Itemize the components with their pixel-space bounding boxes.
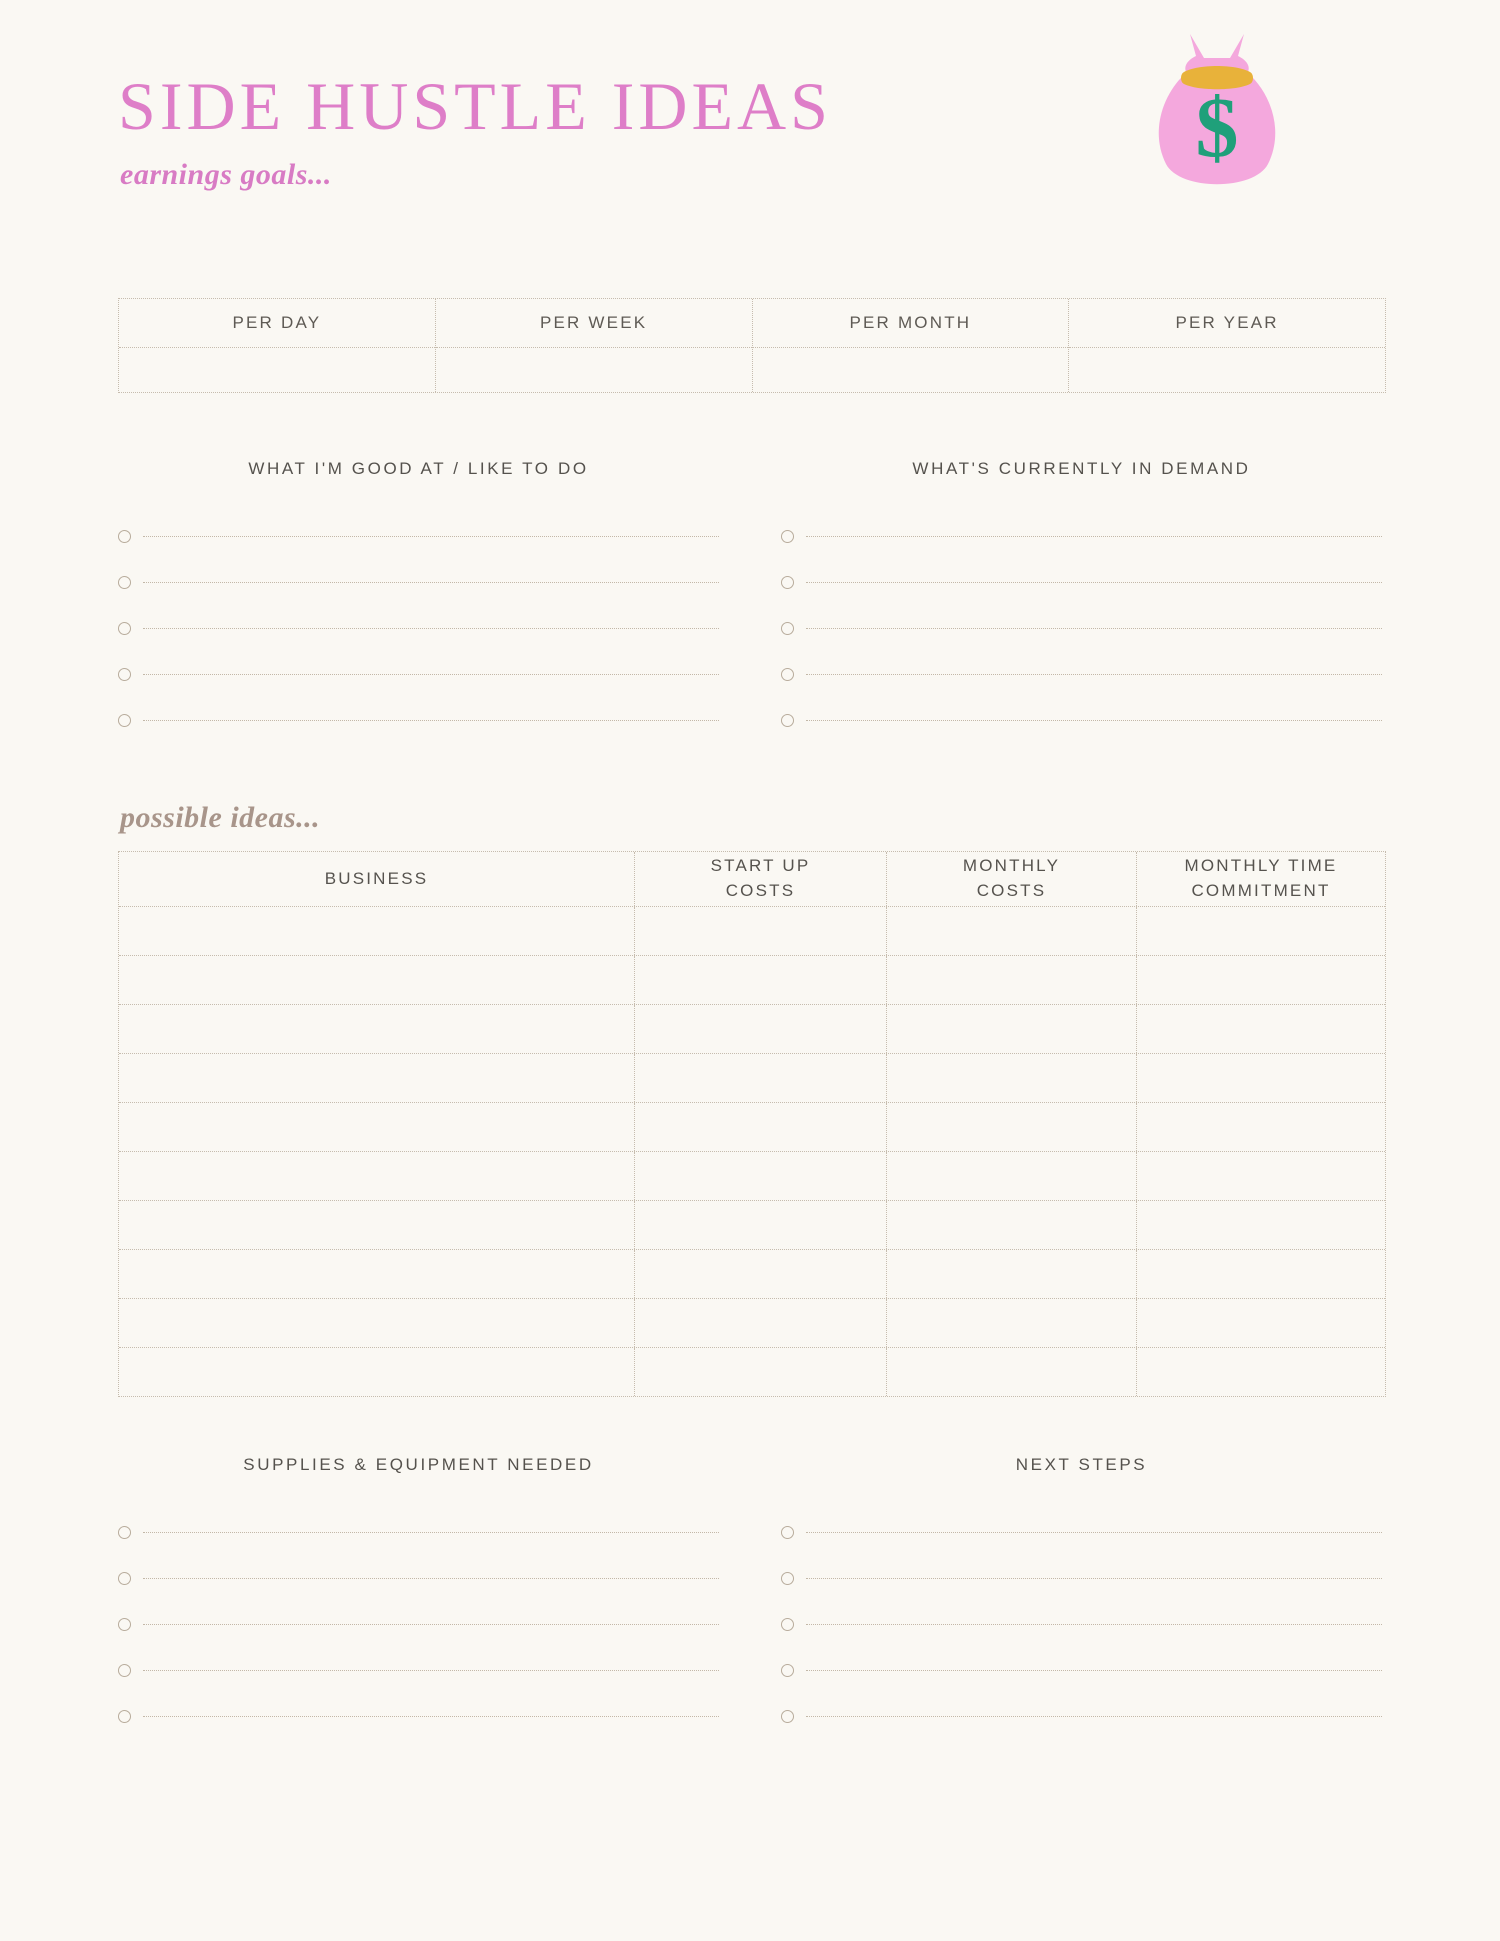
cell-business[interactable] bbox=[119, 1103, 635, 1151]
cell-startup-costs[interactable] bbox=[635, 1299, 887, 1347]
write-line[interactable] bbox=[143, 1623, 719, 1625]
money-bag-icon bbox=[1142, 28, 1292, 198]
ideas-header-startup-line2: COSTS bbox=[725, 881, 796, 900]
cell-time-commitment[interactable] bbox=[1137, 1103, 1385, 1151]
bullet-circle-icon bbox=[118, 1526, 131, 1539]
list-next-steps bbox=[781, 1455, 1382, 1739]
bullet-circle-icon bbox=[781, 1664, 794, 1677]
list-item[interactable] bbox=[781, 651, 1382, 697]
list-supplies-title: SUPPLIES & EQUIPMENT NEEDED bbox=[243, 1455, 594, 1474]
list-item[interactable] bbox=[118, 697, 719, 743]
cell-business[interactable] bbox=[119, 1250, 635, 1298]
table-row bbox=[119, 1250, 1385, 1299]
bullet-circle-icon bbox=[118, 1710, 131, 1723]
write-line[interactable] bbox=[806, 1531, 1382, 1533]
bullet-circle-icon bbox=[781, 530, 794, 543]
table-row bbox=[119, 1152, 1385, 1201]
write-line[interactable] bbox=[143, 1531, 719, 1533]
bullet-circle-icon bbox=[118, 714, 131, 727]
list-item[interactable] bbox=[118, 1647, 719, 1693]
list-item[interactable] bbox=[118, 1555, 719, 1601]
bullet-circle-icon bbox=[118, 530, 131, 543]
bullet-circle-icon bbox=[781, 1710, 794, 1723]
cell-startup-costs[interactable] bbox=[635, 1103, 887, 1151]
earnings-input-per-week[interactable] bbox=[436, 348, 752, 392]
ideas-header-monthly-costs bbox=[887, 852, 1137, 906]
bullet-circle-icon bbox=[118, 1618, 131, 1631]
cell-time-commitment[interactable] bbox=[1137, 1250, 1385, 1298]
table-row bbox=[119, 1299, 1385, 1348]
list-item[interactable] bbox=[118, 1601, 719, 1647]
cell-monthly-costs[interactable] bbox=[887, 1103, 1137, 1151]
bullet-circle-icon bbox=[781, 668, 794, 681]
bullet-circle-icon bbox=[118, 1664, 131, 1677]
page-title: SIDE HUSTLE IDEAS bbox=[118, 68, 832, 144]
table-row bbox=[119, 1005, 1385, 1054]
ideas-header-time-line2: COMMITMENT bbox=[1191, 881, 1331, 900]
table-row bbox=[119, 1201, 1385, 1250]
table-row bbox=[119, 1103, 1385, 1152]
cell-time-commitment[interactable] bbox=[1137, 956, 1385, 1004]
cell-time-commitment[interactable] bbox=[1137, 1005, 1385, 1053]
list-item[interactable] bbox=[781, 559, 1382, 605]
write-line[interactable] bbox=[143, 1669, 719, 1671]
write-line[interactable] bbox=[143, 719, 719, 721]
cell-startup-costs[interactable] bbox=[635, 1348, 887, 1396]
earnings-header-per-day: PER DAY bbox=[119, 299, 435, 348]
list-item[interactable] bbox=[781, 513, 1382, 559]
earnings-header-per-week: PER WEEK bbox=[436, 299, 752, 348]
ideas-header-business-label: BUSINESS bbox=[324, 868, 429, 888]
earnings-header-per-year: PER YEAR bbox=[1069, 299, 1385, 348]
write-line[interactable] bbox=[806, 627, 1382, 629]
svg-text:$: $ bbox=[1195, 79, 1239, 175]
cell-business[interactable] bbox=[119, 956, 635, 1004]
list-good-at bbox=[118, 459, 719, 743]
list-item[interactable] bbox=[781, 605, 1382, 651]
list-item[interactable] bbox=[118, 1509, 719, 1555]
cell-monthly-costs[interactable] bbox=[887, 1152, 1137, 1200]
bullet-circle-icon bbox=[118, 622, 131, 635]
list-item[interactable] bbox=[781, 1601, 1382, 1647]
bullet-circle-icon bbox=[781, 1618, 794, 1631]
list-good-at-title: WHAT I'M GOOD AT / LIKE TO DO bbox=[248, 459, 589, 478]
ideas-header-monthly-line1: MONTHLY bbox=[962, 856, 1061, 876]
ideas-header-time-line1: MONTHLY TIME bbox=[1184, 856, 1338, 876]
page-subtitle: earnings goals... bbox=[120, 158, 332, 191]
write-line[interactable] bbox=[143, 535, 719, 537]
cell-time-commitment[interactable] bbox=[1137, 1348, 1385, 1396]
cell-time-commitment[interactable] bbox=[1137, 1054, 1385, 1102]
write-line[interactable] bbox=[806, 719, 1382, 721]
bullet-circle-icon bbox=[781, 714, 794, 727]
cell-business[interactable] bbox=[119, 1348, 635, 1396]
write-line[interactable] bbox=[806, 673, 1382, 675]
write-line[interactable] bbox=[143, 581, 719, 583]
page-header bbox=[118, 0, 1382, 242]
ideas-header-row bbox=[119, 852, 1385, 907]
cell-startup-costs[interactable] bbox=[635, 1152, 887, 1200]
cell-monthly-costs[interactable] bbox=[887, 1348, 1137, 1396]
list-item[interactable] bbox=[118, 605, 719, 651]
list-item[interactable] bbox=[781, 697, 1382, 743]
bullet-circle-icon bbox=[118, 668, 131, 681]
earnings-input-per-month[interactable] bbox=[753, 348, 1069, 392]
earnings-input-per-day[interactable] bbox=[119, 348, 435, 392]
table-row bbox=[119, 1054, 1385, 1103]
cell-business[interactable] bbox=[119, 1299, 635, 1347]
bullet-circle-icon bbox=[118, 576, 131, 589]
cell-business[interactable] bbox=[119, 1201, 635, 1249]
earnings-goals-table bbox=[118, 298, 1386, 393]
cell-business[interactable] bbox=[119, 1054, 635, 1102]
list-item[interactable] bbox=[781, 1509, 1382, 1555]
bullet-circle-icon bbox=[781, 622, 794, 635]
ideas-header-business bbox=[119, 852, 635, 906]
write-line[interactable] bbox=[806, 581, 1382, 583]
list-item[interactable] bbox=[781, 1647, 1382, 1693]
cell-startup-costs[interactable] bbox=[635, 956, 887, 1004]
cell-startup-costs[interactable] bbox=[635, 907, 887, 955]
cell-business[interactable] bbox=[119, 1152, 635, 1200]
cell-startup-costs[interactable] bbox=[635, 1250, 887, 1298]
earnings-column-per-day bbox=[119, 299, 436, 392]
write-line[interactable] bbox=[806, 1715, 1382, 1717]
list-supplies bbox=[118, 1455, 719, 1739]
list-item[interactable] bbox=[118, 559, 719, 605]
cell-time-commitment[interactable] bbox=[1137, 1201, 1385, 1249]
cell-monthly-costs[interactable] bbox=[887, 1005, 1137, 1053]
list-item[interactable] bbox=[118, 513, 719, 559]
possible-ideas-label: possible ideas... bbox=[120, 801, 321, 834]
earnings-column-per-week bbox=[436, 299, 753, 392]
cell-monthly-costs[interactable] bbox=[887, 1054, 1137, 1102]
cell-monthly-costs[interactable] bbox=[887, 1250, 1137, 1298]
table-row bbox=[119, 907, 1385, 956]
list-item[interactable] bbox=[118, 651, 719, 697]
table-row bbox=[119, 956, 1385, 1005]
cell-monthly-costs[interactable] bbox=[887, 1201, 1137, 1249]
list-in-demand bbox=[781, 459, 1382, 743]
write-line[interactable] bbox=[143, 673, 719, 675]
ideas-header-startup-costs bbox=[635, 852, 887, 906]
bullet-circle-icon bbox=[781, 1526, 794, 1539]
write-line[interactable] bbox=[143, 1577, 719, 1579]
list-in-demand-title: WHAT'S CURRENTLY IN DEMAND bbox=[912, 459, 1251, 478]
ideas-header-time-commitment bbox=[1137, 852, 1385, 906]
bullet-circle-icon bbox=[781, 1572, 794, 1585]
write-line[interactable] bbox=[806, 1623, 1382, 1625]
cell-startup-costs[interactable] bbox=[635, 1054, 887, 1102]
cell-time-commitment[interactable] bbox=[1137, 1299, 1385, 1347]
write-line[interactable] bbox=[806, 535, 1382, 537]
top-lists-row bbox=[118, 459, 1382, 743]
write-line[interactable] bbox=[806, 1669, 1382, 1671]
earnings-header-per-month: PER MONTH bbox=[753, 299, 1069, 348]
earnings-column-per-month bbox=[753, 299, 1070, 392]
bullet-circle-icon bbox=[781, 576, 794, 589]
write-line[interactable] bbox=[143, 1715, 719, 1717]
ideas-header-startup-line1: START UP bbox=[710, 856, 811, 876]
list-item[interactable] bbox=[781, 1693, 1382, 1739]
bullet-circle-icon bbox=[118, 1572, 131, 1585]
cell-business[interactable] bbox=[119, 1005, 635, 1053]
cell-startup-costs[interactable] bbox=[635, 1005, 887, 1053]
earnings-column-per-year bbox=[1069, 299, 1385, 392]
list-item[interactable] bbox=[781, 1555, 1382, 1601]
write-line[interactable] bbox=[806, 1577, 1382, 1579]
cell-monthly-costs[interactable] bbox=[887, 956, 1137, 1004]
cell-monthly-costs[interactable] bbox=[887, 907, 1137, 955]
bottom-lists-row bbox=[118, 1455, 1382, 1739]
earnings-input-per-year[interactable] bbox=[1069, 348, 1385, 392]
cell-startup-costs[interactable] bbox=[635, 1201, 887, 1249]
ideas-header-monthly-line2: COSTS bbox=[976, 881, 1047, 900]
write-line[interactable] bbox=[143, 627, 719, 629]
cell-business[interactable] bbox=[119, 907, 635, 955]
cell-monthly-costs[interactable] bbox=[887, 1299, 1137, 1347]
cell-time-commitment[interactable] bbox=[1137, 1152, 1385, 1200]
list-item[interactable] bbox=[118, 1693, 719, 1739]
table-row bbox=[119, 1348, 1385, 1396]
possible-ideas-table bbox=[118, 851, 1386, 1397]
cell-time-commitment[interactable] bbox=[1137, 907, 1385, 955]
list-next-steps-title: NEXT STEPS bbox=[1015, 1455, 1148, 1474]
